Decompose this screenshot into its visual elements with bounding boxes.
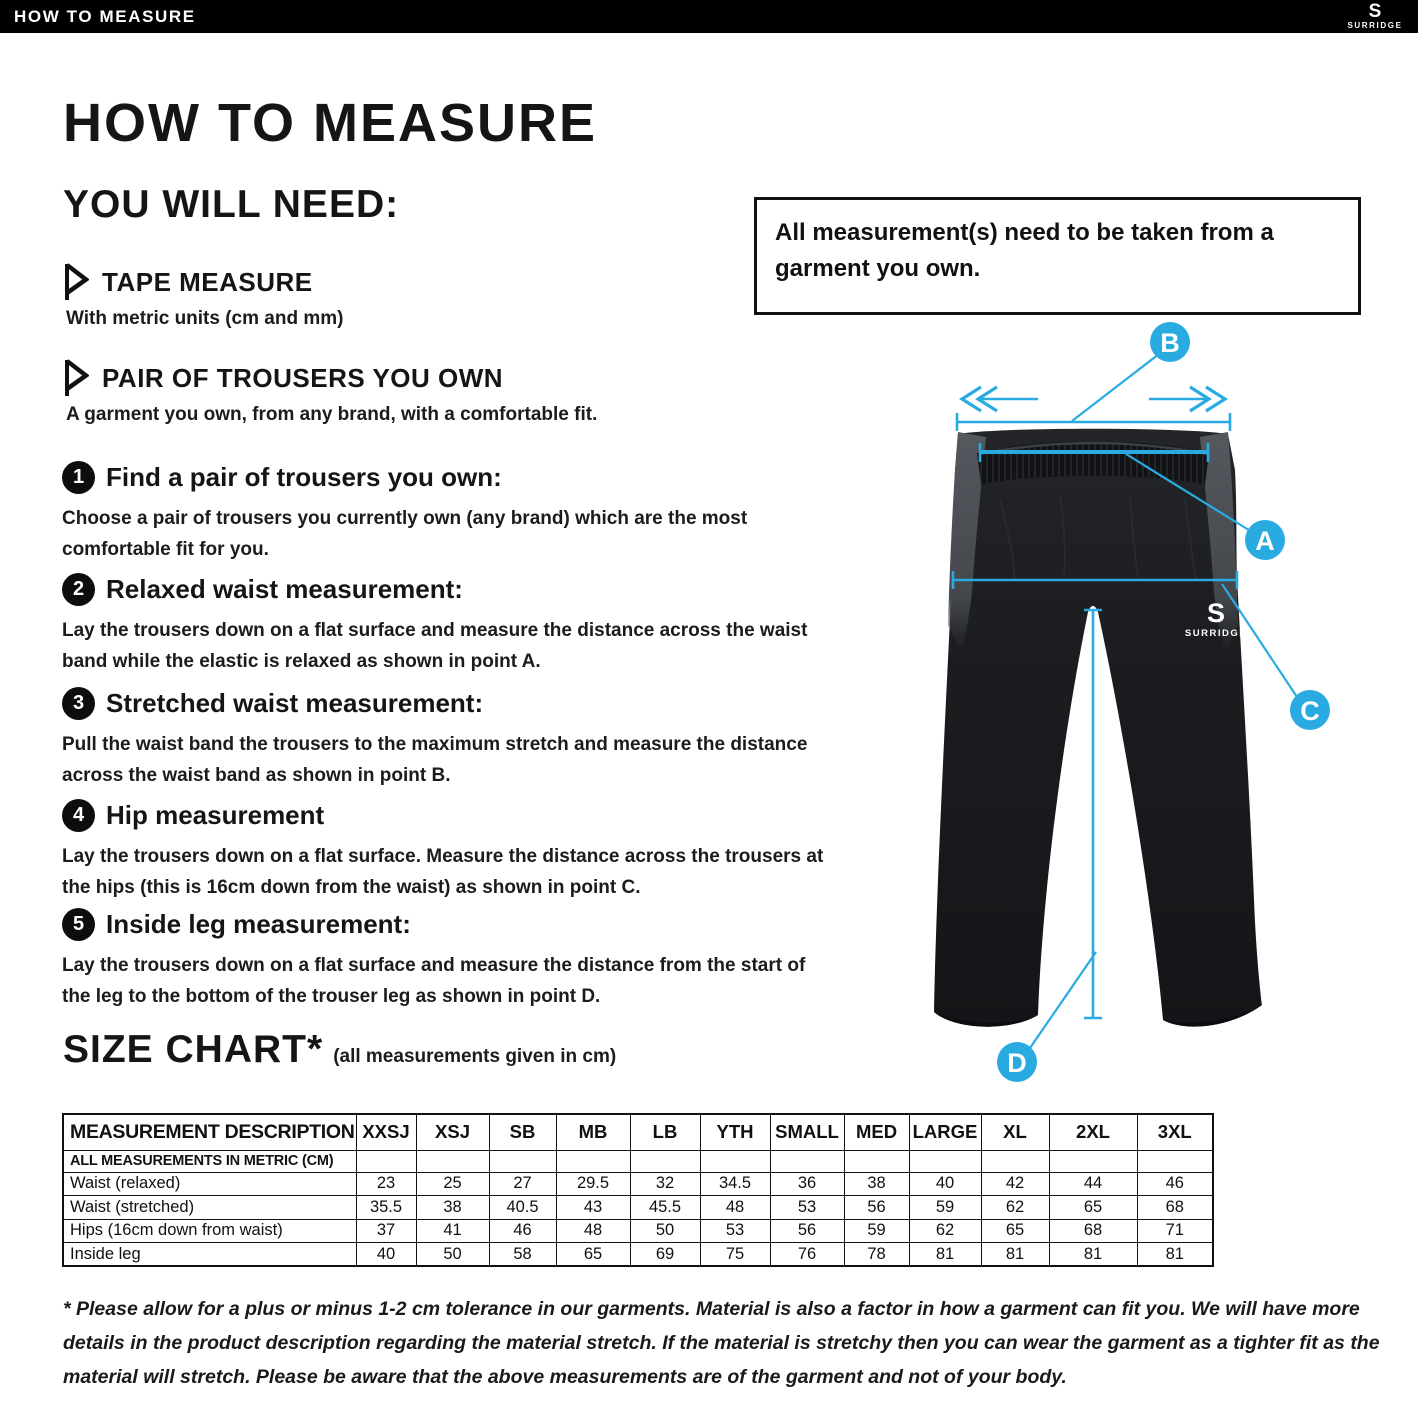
size-chart-heading bbox=[63, 1028, 616, 1072]
label-d: D bbox=[1007, 1048, 1027, 1078]
surridge-s-icon: S bbox=[1368, 1, 1382, 23]
column-header: 3XL bbox=[1137, 1114, 1213, 1150]
table-row bbox=[63, 1219, 1213, 1243]
empty-cell bbox=[770, 1150, 844, 1172]
value-cell: 25 bbox=[416, 1172, 489, 1196]
column-header: MED bbox=[844, 1114, 909, 1150]
label-b: B bbox=[1160, 328, 1180, 358]
value-cell: 81 bbox=[1049, 1243, 1137, 1267]
size-chart-table bbox=[62, 1113, 1214, 1267]
step-title: Relaxed waist measurement: bbox=[106, 574, 463, 604]
value-cell: 59 bbox=[909, 1196, 981, 1220]
triangle-bullet-icon bbox=[62, 262, 89, 302]
you-will-need-heading: YOU WILL NEED: bbox=[63, 183, 400, 226]
row-label: Waist (stretched) bbox=[63, 1196, 356, 1220]
stretch-arrow-left-icon bbox=[962, 387, 1038, 411]
need-item-trousers bbox=[62, 358, 597, 426]
column-header: XL bbox=[981, 1114, 1049, 1150]
surridge-wordmark: SURRIDGE bbox=[1347, 20, 1403, 30]
step-number-badge: 5 bbox=[62, 908, 95, 941]
value-cell: 48 bbox=[556, 1219, 630, 1243]
value-cell: 27 bbox=[489, 1172, 556, 1196]
value-cell: 41 bbox=[416, 1219, 489, 1243]
value-cell: 29.5 bbox=[556, 1172, 630, 1196]
empty-cell bbox=[556, 1150, 630, 1172]
label-a: A bbox=[1255, 526, 1275, 556]
trousers-measurement-diagram bbox=[905, 315, 1355, 1105]
value-cell: 62 bbox=[909, 1219, 981, 1243]
metric-note-row bbox=[63, 1150, 1213, 1172]
row-label: Waist (relaxed) bbox=[63, 1172, 356, 1196]
value-cell: 45.5 bbox=[630, 1196, 700, 1220]
step-body: Lay the trousers down on a flat surface and measure the distance from the start of the leg to the bottom of the trouser leg as shown in point D. bbox=[62, 955, 806, 1007]
value-cell: 68 bbox=[1137, 1196, 1213, 1220]
value-cell: 69 bbox=[630, 1243, 700, 1267]
need-item-label: TAPE MEASURE bbox=[102, 266, 313, 297]
column-header: LARGE bbox=[909, 1114, 981, 1150]
value-cell: 65 bbox=[981, 1219, 1049, 1243]
empty-cell bbox=[1049, 1150, 1137, 1172]
need-item-description: With metric units (cm and mm) bbox=[66, 308, 344, 329]
column-header: XXSJ bbox=[356, 1114, 416, 1150]
value-cell: 56 bbox=[844, 1196, 909, 1220]
need-item-label: PAIR OF TROUSERS YOU OWN bbox=[102, 362, 504, 393]
metric-note-cell: ALL MEASUREMENTS IN METRIC (CM) bbox=[63, 1150, 356, 1172]
column-header: XSJ bbox=[416, 1114, 489, 1150]
table-row bbox=[63, 1196, 1213, 1220]
value-cell: 56 bbox=[770, 1219, 844, 1243]
value-cell: 40 bbox=[356, 1243, 416, 1267]
table-row bbox=[63, 1243, 1213, 1267]
empty-cell bbox=[356, 1150, 416, 1172]
value-cell: 62 bbox=[981, 1196, 1049, 1220]
notice-text: All measurement(s) need to be taken from a garment you own. bbox=[775, 219, 1274, 282]
value-cell: 50 bbox=[630, 1219, 700, 1243]
value-cell: 76 bbox=[770, 1243, 844, 1267]
label-c: C bbox=[1300, 696, 1320, 726]
garment-logo-s: S bbox=[1206, 598, 1226, 628]
value-cell: 53 bbox=[770, 1196, 844, 1220]
table-row bbox=[63, 1172, 1213, 1196]
value-cell: 43 bbox=[556, 1196, 630, 1220]
notice-box bbox=[754, 197, 1361, 315]
trousers-illustration bbox=[934, 429, 1262, 1027]
step-2 bbox=[62, 573, 837, 677]
step-title: Hip measurement bbox=[106, 800, 325, 830]
stretch-arrow-right-icon bbox=[1149, 387, 1225, 411]
value-cell: 75 bbox=[700, 1243, 770, 1267]
value-cell: 38 bbox=[416, 1196, 489, 1220]
value-cell: 40 bbox=[909, 1172, 981, 1196]
step-number-badge: 4 bbox=[62, 799, 95, 832]
column-header: MEASUREMENT DESCRIPTION bbox=[63, 1114, 356, 1150]
size-chart-body bbox=[63, 1150, 1213, 1266]
value-cell: 65 bbox=[1049, 1196, 1137, 1220]
value-cell: 59 bbox=[844, 1219, 909, 1243]
value-cell: 40.5 bbox=[489, 1196, 556, 1220]
size-chart-header-row bbox=[63, 1114, 1213, 1150]
value-cell: 81 bbox=[909, 1243, 981, 1267]
row-label: Hips (16cm down from waist) bbox=[63, 1219, 356, 1243]
step-5 bbox=[62, 908, 837, 1012]
step-1 bbox=[62, 461, 837, 565]
value-cell: 65 bbox=[556, 1243, 630, 1267]
step-body: Lay the trousers down on a flat surface and measure the distance across the waist band while the elastic is relaxed as shown in point A. bbox=[62, 620, 808, 672]
empty-cell bbox=[630, 1150, 700, 1172]
value-cell: 81 bbox=[981, 1243, 1049, 1267]
row-label: Inside leg bbox=[63, 1243, 356, 1267]
step-number-badge: 2 bbox=[62, 573, 95, 606]
value-cell: 78 bbox=[844, 1243, 909, 1267]
column-header: SB bbox=[489, 1114, 556, 1150]
step-body: Lay the trousers down on a flat surface. Measure the distance across the trousers at the hips (this is 16cm down from the waist) as shown in point C. bbox=[62, 846, 824, 898]
footnote: * Please allow for a plus or minus 1-2 cm tolerance in our garments. Material is also a factor in how a garment can fit you. We will have more details in the product description regarding the material stretch. If the material is stretchy then you can wear the garment as a tighter fit as the material will stretch. Please be aware that the above measurements are of the garment and not of your body. bbox=[63, 1298, 1380, 1388]
column-header: YTH bbox=[700, 1114, 770, 1150]
step-4 bbox=[62, 799, 837, 903]
value-cell: 46 bbox=[1137, 1172, 1213, 1196]
label-b-leader bbox=[1072, 354, 1159, 421]
garment-logo-word: SURRIDGE bbox=[1184, 628, 1248, 639]
step-title: Stretched waist measurement: bbox=[106, 688, 484, 718]
step-title: Find a pair of trousers you own: bbox=[106, 462, 502, 492]
step-number-badge: 1 bbox=[62, 461, 95, 494]
value-cell: 81 bbox=[1137, 1243, 1213, 1267]
empty-cell bbox=[981, 1150, 1049, 1172]
value-cell: 32 bbox=[630, 1172, 700, 1196]
value-cell: 34.5 bbox=[700, 1172, 770, 1196]
need-item-description: A garment you own, from any brand, with a comfortable fit. bbox=[66, 404, 598, 425]
triangle-bullet-icon bbox=[62, 358, 89, 398]
value-cell: 38 bbox=[844, 1172, 909, 1196]
value-cell: 42 bbox=[981, 1172, 1049, 1196]
value-cell: 68 bbox=[1049, 1219, 1137, 1243]
step-title: Inside leg measurement: bbox=[106, 909, 411, 939]
step-body: Choose a pair of trousers you currently own (any brand) which are the most comfortable fit for you. bbox=[62, 508, 748, 560]
step-number-badge: 3 bbox=[62, 687, 95, 720]
surridge-logo bbox=[1340, 1, 1410, 32]
page-title: HOW TO MEASURE bbox=[63, 93, 598, 153]
step-3 bbox=[62, 687, 837, 791]
column-header: 2XL bbox=[1049, 1114, 1137, 1150]
step-body: Pull the waist band the trousers to the maximum stretch and measure the distance across the waist band as shown in point B. bbox=[62, 734, 808, 786]
value-cell: 58 bbox=[489, 1243, 556, 1267]
size-chart-title: SIZE CHART* bbox=[63, 1028, 324, 1071]
value-cell: 37 bbox=[356, 1219, 416, 1243]
top-bar-title: HOW TO MEASURE bbox=[14, 6, 196, 26]
empty-cell bbox=[489, 1150, 556, 1172]
value-cell: 35.5 bbox=[356, 1196, 416, 1220]
empty-cell bbox=[1137, 1150, 1213, 1172]
column-header: SMALL bbox=[770, 1114, 844, 1150]
size-chart-subtitle: (all measurements given in cm) bbox=[333, 1046, 617, 1067]
value-cell: 71 bbox=[1137, 1219, 1213, 1243]
value-cell: 46 bbox=[489, 1219, 556, 1243]
top-bar bbox=[0, 0, 1418, 33]
value-cell: 48 bbox=[700, 1196, 770, 1220]
value-cell: 44 bbox=[1049, 1172, 1137, 1196]
value-cell: 53 bbox=[700, 1219, 770, 1243]
need-item-tape-measure bbox=[62, 262, 343, 330]
column-header: LB bbox=[630, 1114, 700, 1150]
empty-cell bbox=[909, 1150, 981, 1172]
value-cell: 23 bbox=[356, 1172, 416, 1196]
empty-cell bbox=[700, 1150, 770, 1172]
column-header: MB bbox=[556, 1114, 630, 1150]
empty-cell bbox=[844, 1150, 909, 1172]
value-cell: 36 bbox=[770, 1172, 844, 1196]
empty-cell bbox=[416, 1150, 489, 1172]
value-cell: 50 bbox=[416, 1243, 489, 1267]
